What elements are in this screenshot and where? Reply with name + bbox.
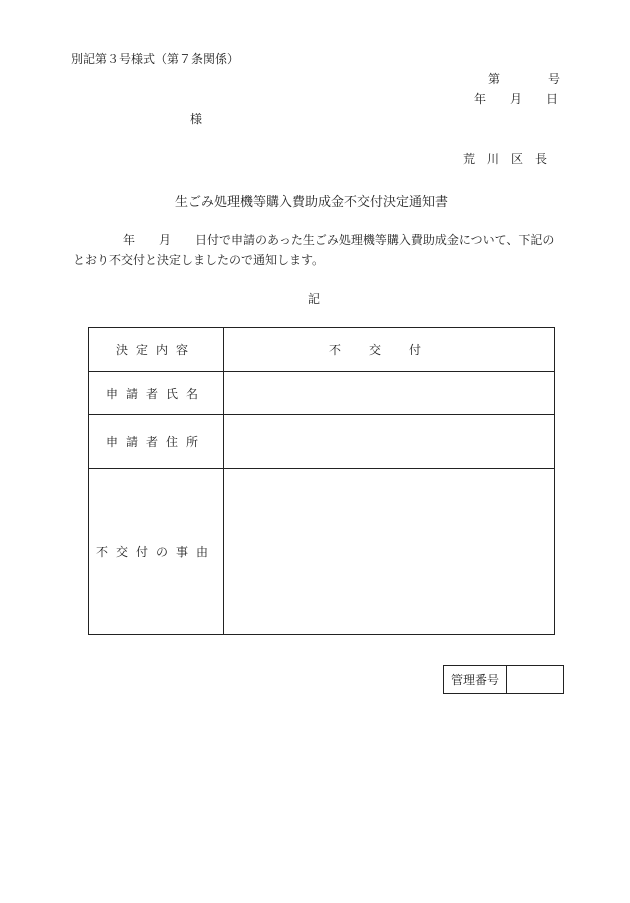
- recipient-honorific: 様: [190, 112, 203, 126]
- decision-table: [88, 327, 555, 635]
- body-text: 年 月 日付で申請のあった生ごみ処理機等購入費助成金について、下記のとおり不交付と決定しましたので通知します。: [73, 233, 555, 267]
- document-number: 第 号: [488, 72, 561, 86]
- ki-heading: 記: [308, 292, 321, 306]
- table-row: [89, 469, 555, 635]
- non-grant-reason-value: [224, 469, 555, 635]
- management-number-value: [507, 666, 564, 694]
- applicant-name-label: 申請者氏名: [89, 372, 224, 415]
- document-title: 生ごみ処理機等購入費助成金不交付決定通知書: [175, 195, 449, 210]
- table-row: [89, 415, 555, 469]
- decision-content-value: 不交付: [224, 328, 555, 372]
- management-number-label: 管理番号: [444, 666, 507, 694]
- table-row: [89, 328, 555, 372]
- applicant-address-value: [224, 415, 555, 469]
- document-date: 年 月 日: [474, 92, 559, 106]
- form-number: 別記第３号様式（第７条関係）: [71, 52, 240, 66]
- sender-name: 荒 川 区 長: [463, 152, 548, 166]
- non-grant-reason-label: 不交付の事由: [89, 469, 224, 635]
- decision-content-label: 決定内容: [89, 328, 224, 372]
- table-row: [89, 372, 555, 415]
- applicant-name-value: [224, 372, 555, 415]
- table-row: [444, 666, 564, 694]
- management-number-table: [443, 665, 564, 694]
- applicant-address-label: 申請者住所: [89, 415, 224, 469]
